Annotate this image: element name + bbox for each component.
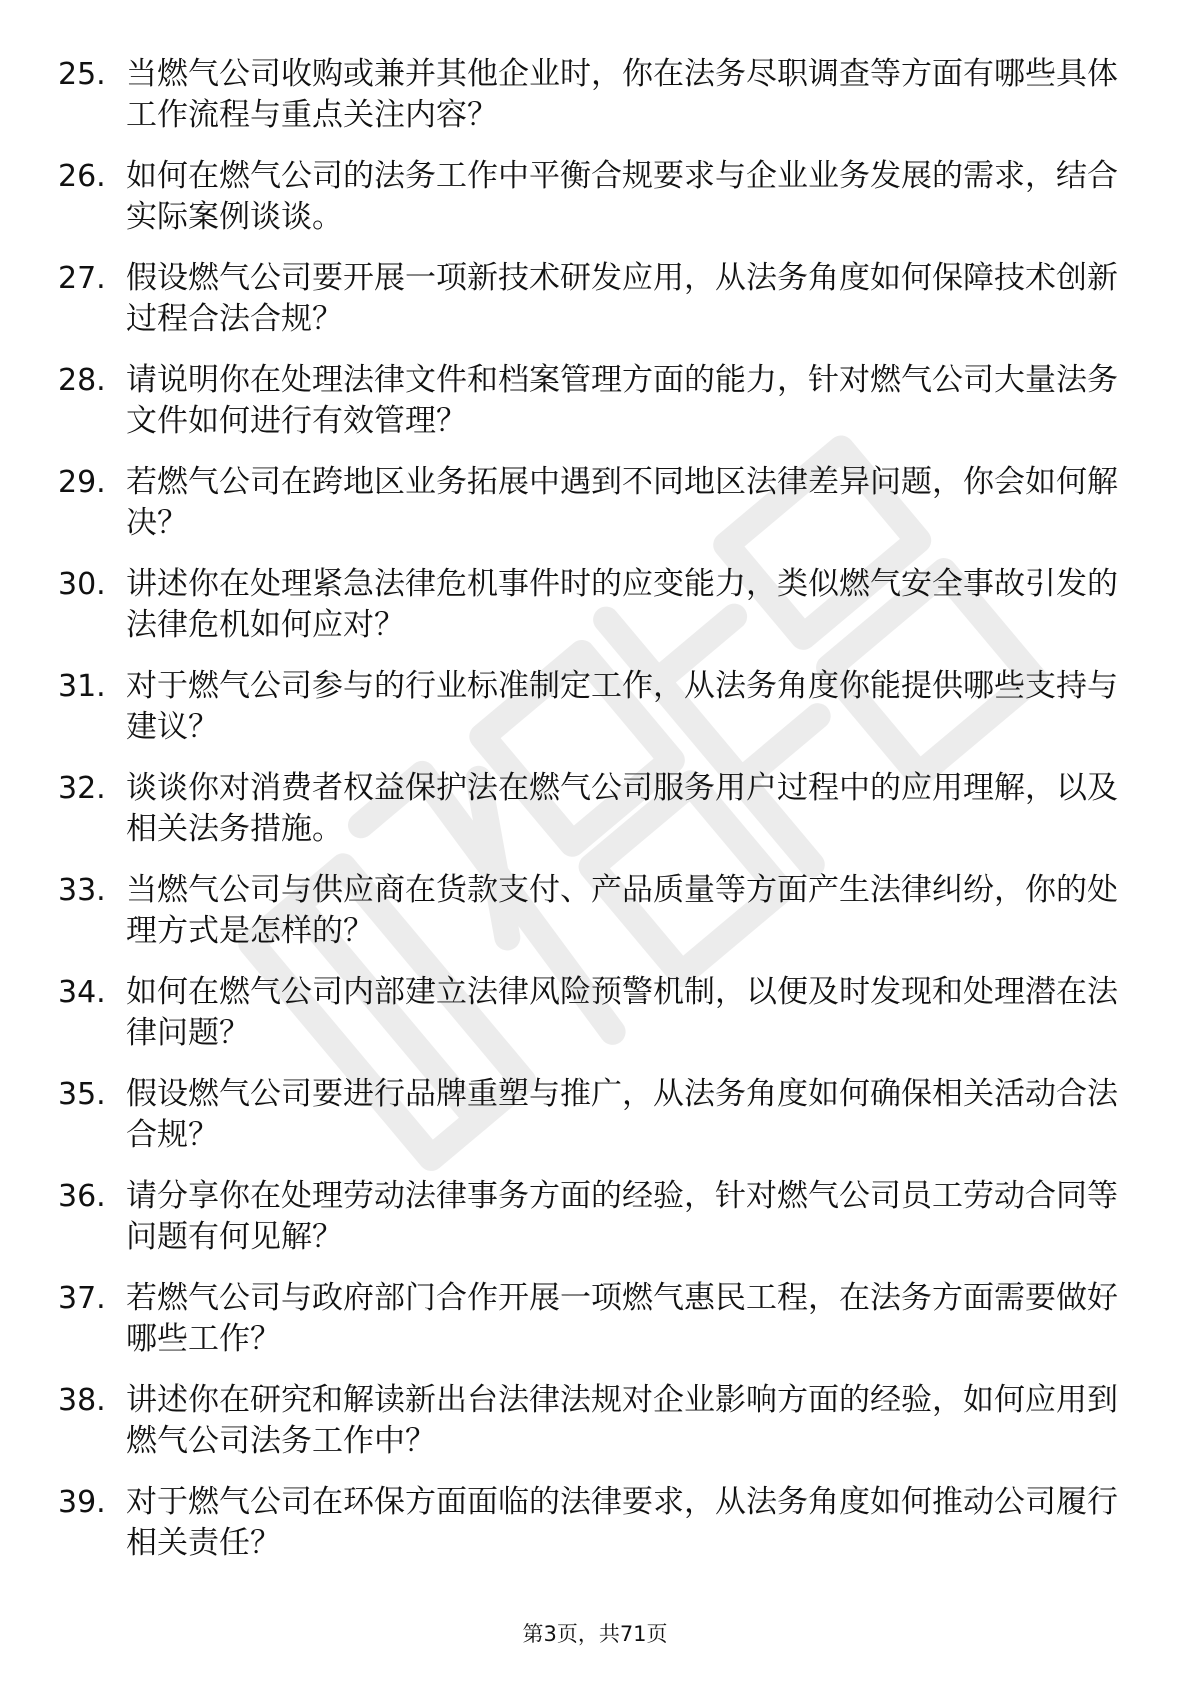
list-item bbox=[58, 54, 1138, 156]
question-number: 31. bbox=[58, 669, 106, 704]
question-number: 28. bbox=[58, 363, 106, 398]
question-text: 当燃气公司收购或兼并其他企业时，你在法务尽职调查等方面有哪些具体工作流程与重点关注内容？ bbox=[126, 56, 1118, 133]
list-item bbox=[58, 462, 1138, 564]
question-number: 30. bbox=[58, 567, 106, 602]
list-item bbox=[58, 1380, 1138, 1482]
list-item bbox=[58, 666, 1138, 768]
list-item bbox=[58, 768, 1138, 870]
question-number: 38. bbox=[58, 1383, 106, 1418]
question-text: 请说明你在处理法律文件和档案管理方面的能力，针对燃气公司大量法务文件如何进行有效管理？ bbox=[126, 362, 1118, 439]
page-number-footer: 第3页，共71页 bbox=[522, 1622, 668, 1646]
list-item bbox=[58, 1074, 1138, 1176]
question-text: 如何在燃气公司的法务工作中平衡合规要求与企业业务发展的需求，结合实际案例谈谈。 bbox=[126, 158, 1118, 235]
question-number: 29. bbox=[58, 465, 106, 500]
question-text: 讲述你在处理紧急法律危机事件时的应变能力，类似燃气安全事故引发的法律危机如何应对？ bbox=[126, 566, 1118, 643]
list-item bbox=[58, 1482, 1138, 1584]
question-number: 35. bbox=[58, 1077, 106, 1112]
question-text: 当燃气公司与供应商在货款支付、产品质量等方面产生法律纠纷，你的处理方式是怎样的？ bbox=[126, 872, 1118, 949]
list-item bbox=[58, 564, 1138, 666]
question-number: 25. bbox=[58, 57, 106, 92]
question-text: 对于燃气公司参与的行业标准制定工作，从法务角度你能提供哪些支持与建议？ bbox=[126, 668, 1118, 745]
question-text: 讲述你在研究和解读新出台法律法规对企业影响方面的经验，如何应用到燃气公司法务工作中？ bbox=[126, 1382, 1118, 1459]
question-text: 谈谈你对消费者权益保护法在燃气公司服务用户过程中的应用理解，以及相关法务措施。 bbox=[126, 770, 1118, 847]
question-text: 请分享你在处理劳动法律事务方面的经验，针对燃气公司员工劳动合同等问题有何见解？ bbox=[126, 1178, 1118, 1255]
list-item bbox=[58, 156, 1138, 258]
question-number: 34. bbox=[58, 975, 106, 1010]
list-item bbox=[58, 1278, 1138, 1380]
question-text: 假设燃气公司要开展一项新技术研发应用，从法务角度如何保障技术创新过程合法合规？ bbox=[126, 260, 1118, 337]
question-list bbox=[58, 54, 1138, 1584]
question-number: 33. bbox=[58, 873, 106, 908]
question-text: 若燃气公司与政府部门合作开展一项燃气惠民工程，在法务方面需要做好哪些工作？ bbox=[126, 1280, 1118, 1357]
question-number: 32. bbox=[58, 771, 106, 806]
question-number: 27. bbox=[58, 261, 106, 296]
question-number: 26. bbox=[58, 159, 106, 194]
question-number: 39. bbox=[58, 1485, 106, 1520]
question-text: 如何在燃气公司内部建立法律风险预警机制，以便及时发现和处理潜在法律问题？ bbox=[126, 974, 1118, 1051]
list-item bbox=[58, 972, 1138, 1074]
question-number: 37. bbox=[58, 1281, 106, 1316]
question-number: 36. bbox=[58, 1179, 106, 1214]
question-text: 若燃气公司在跨地区业务拓展中遇到不同地区法律差异问题，你会如何解决？ bbox=[126, 464, 1118, 541]
list-item bbox=[58, 1176, 1138, 1278]
question-text: 假设燃气公司要进行品牌重塑与推广，从法务角度如何确保相关活动合法合规？ bbox=[126, 1076, 1118, 1153]
question-text: 对于燃气公司在环保方面面临的法律要求，从法务角度如何推动公司履行相关责任？ bbox=[126, 1484, 1118, 1561]
list-item bbox=[58, 360, 1138, 462]
list-item bbox=[58, 258, 1138, 360]
list-item bbox=[58, 870, 1138, 972]
